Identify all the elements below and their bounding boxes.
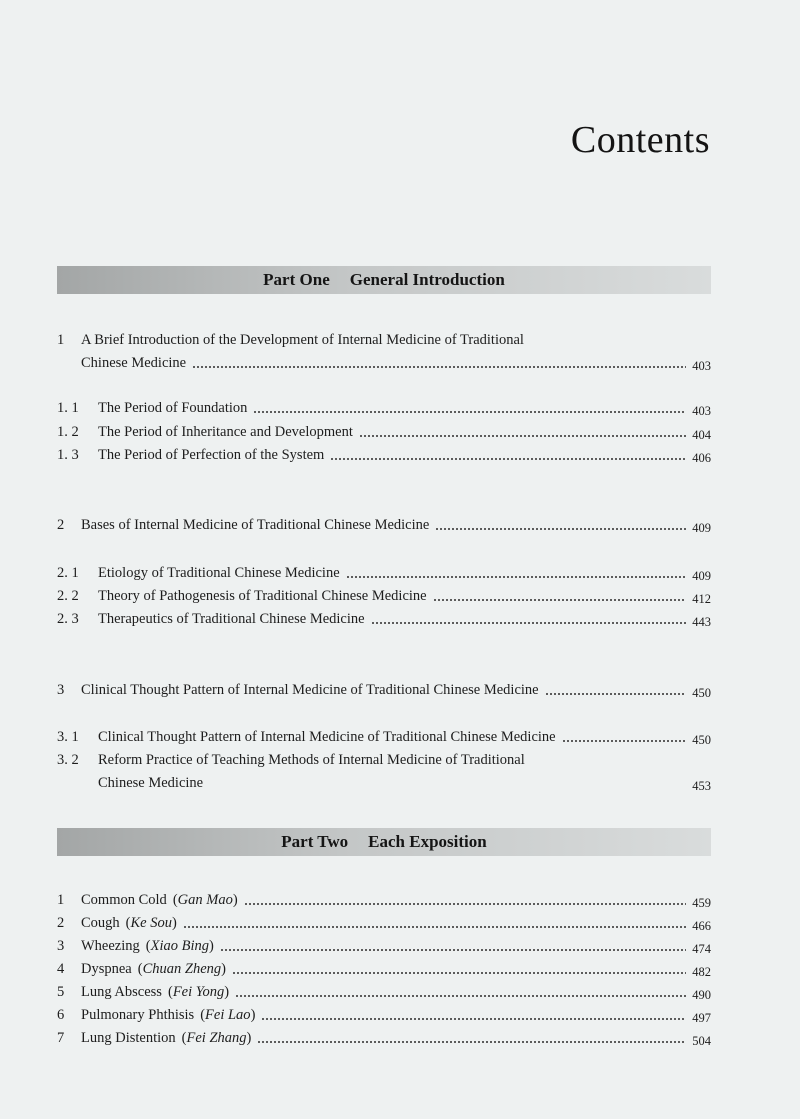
disease-number: 2 [57,915,65,931]
disease-name: Pulmonary Phthisis [81,1007,195,1023]
toc-chapter-1[interactable] [57,330,711,374]
page-number: 409 [692,569,711,583]
chapter-title-line1: A Brief Introduction of the Development of Internal Medicine of Traditional [81,332,524,348]
toc-chapter-2[interactable] [57,515,711,535]
page-number: 482 [692,965,711,979]
dot-leader [330,458,686,460]
dot-leader [433,599,687,601]
dot-leader [545,693,687,695]
toc-disease[interactable]: 2 Cough ( Ke Sou ) 466 [57,913,711,933]
disease-pinyin: Fei Yong [172,984,225,1000]
disease-name: Lung Distention [81,1030,176,1046]
page-number: 403 [692,404,711,418]
page-number: 450 [692,686,711,700]
toc-section[interactable] [57,609,711,629]
disease-name: Cough [81,915,120,931]
page-number: 403 [692,359,711,373]
disease-number: 3 [57,938,65,954]
chapter-title: Clinical Thought Pattern of Internal Medicine of Traditional Chinese Medicine [81,682,539,698]
section-number: 1. 3 [57,447,79,463]
chapter-number: 3 [57,682,65,698]
section-title-line1: Reform Practice of Teaching Methods of Internal Medicine of Traditional [98,752,525,768]
page-number: 459 [692,896,711,910]
section-title: Clinical Thought Pattern of Internal Medicine of Traditional Chinese Medicine [98,729,556,745]
section-number: 1. 1 [57,400,79,416]
chapter-number: 2 [57,517,65,533]
dot-leader [371,622,687,624]
section-title: The Period of Perfection of the System [98,447,325,463]
section-number: 2. 2 [57,588,79,604]
toc-section[interactable] [57,727,711,747]
dot-leader [220,949,686,951]
section-title: Theory of Pathogenesis of Traditional Chinese Medicine [98,588,427,604]
disease-pinyin: Xiao Bing [150,938,210,954]
disease-number: 6 [57,1007,65,1023]
section-title: Therapeutics of Traditional Chinese Medicine [98,611,365,627]
dot-leader [346,576,687,578]
part-number: Part One [263,270,330,289]
toc-disease[interactable]: 3 Wheezing ( Xiao Bing ) 474 [57,936,711,956]
page-number: 497 [692,1011,711,1025]
toc-section[interactable] [57,586,711,606]
disease-name: Dyspnea [81,961,132,977]
dot-leader [359,435,686,437]
section-title: Etiology of Traditional Chinese Medicine [98,565,340,581]
toc-section[interactable] [57,398,711,418]
dot-leader [244,903,687,905]
dot-leader [435,528,686,530]
dot-leader [183,926,686,928]
disease-number: 4 [57,961,65,977]
toc-disease[interactable]: 6 Pulmonary Phthisis ( Fei Lao ) 497 [57,1005,711,1025]
section-number: 2. 3 [57,611,79,627]
disease-pinyin: Fei Zhang [186,1030,247,1046]
toc-section[interactable] [57,422,711,442]
chapter-title: Bases of Internal Medicine of Traditional Chinese Medicine [81,517,430,533]
part-name: Each Exposition [368,832,487,851]
disease-pinyin: Fei Lao [205,1007,251,1023]
section-title: The Period of Inheritance and Development [98,424,353,440]
toc-disease[interactable]: 5 Lung Abscess ( Fei Yong ) 490 [57,982,711,1002]
page-number: 474 [692,942,711,956]
toc-section[interactable] [57,750,711,794]
dot-leader [261,1018,686,1020]
section-title-line2: Chinese Medicine [98,775,204,791]
dot-leader [562,740,687,742]
disease-name: Wheezing [81,938,140,954]
page-number: 453 [692,779,711,793]
page-title: Contents [570,119,710,161]
page-number: 504 [692,1034,711,1048]
part-two-header [57,828,711,856]
page-number: 412 [692,592,711,606]
page-number: 466 [692,919,711,933]
dot-leader [235,995,686,997]
dot-leader [253,411,686,413]
page-number: 450 [692,733,711,747]
dot-leader [192,366,686,368]
toc-disease[interactable]: 4 Dyspnea ( Chuan Zheng ) 482 [57,959,711,979]
toc-section[interactable] [57,445,711,465]
part-name: General Introduction [349,270,505,289]
dot-leader [257,1041,686,1043]
section-number: 2. 1 [57,565,79,581]
page-number: 406 [692,451,711,465]
chapter-title-line2: Chinese Medicine [81,355,187,371]
section-number: 3. 2 [57,752,79,768]
disease-pinyin: Gan Mao [177,892,233,908]
toc-disease[interactable]: 7 Lung Distention ( Fei Zhang ) 504 [57,1028,711,1048]
toc-section[interactable] [57,563,711,583]
page-number: 404 [692,428,711,442]
section-title: The Period of Foundation [98,400,248,416]
disease-number: 1 [57,892,65,908]
disease-name: Common Cold [81,892,167,908]
chapter-number: 1 [57,332,65,348]
part-one-header [57,266,711,294]
page-number: 443 [692,615,711,629]
section-number: 1. 2 [57,424,79,440]
disease-number: 5 [57,984,65,1000]
toc-disease[interactable]: 1 Common Cold ( Gan Mao ) 459 [57,890,711,910]
disease-number: 7 [57,1030,65,1046]
section-number: 3. 1 [57,729,79,745]
disease-pinyin: Chuan Zheng [142,961,222,977]
toc-chapter-3[interactable] [57,680,711,700]
dot-leader [232,972,686,974]
page-number: 409 [692,521,711,535]
page-number: 490 [692,988,711,1002]
disease-name: Lung Abscess [81,984,162,1000]
part-number: Part Two [281,832,349,851]
disease-pinyin: Ke Sou [130,915,172,931]
